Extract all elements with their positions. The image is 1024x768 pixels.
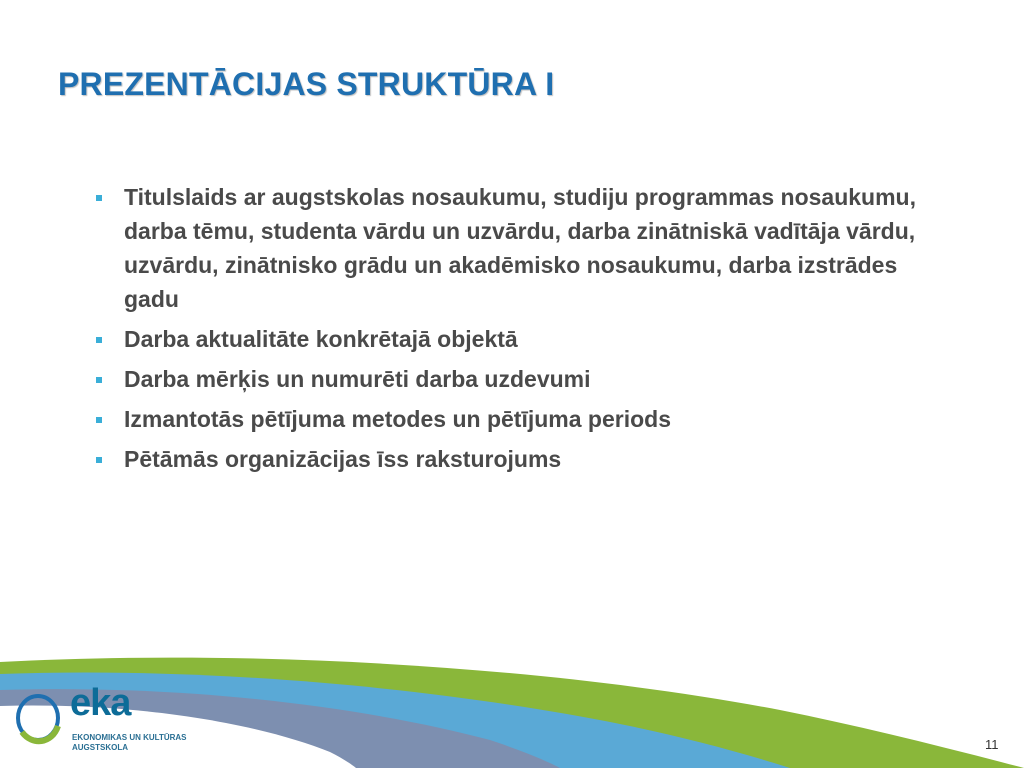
bullet-item: [96, 442, 956, 476]
logo-subtitle-line-2: AUGSTSKOLA: [72, 743, 128, 752]
square-bullet-icon: [96, 195, 102, 201]
bullet-item: [96, 362, 956, 396]
bullet-text: Izmantotās pētījuma metodes un pētījuma periods: [124, 406, 671, 432]
page-number: 11: [985, 737, 999, 752]
bullet-item: [96, 322, 956, 356]
slide-title: PREZENTĀCIJAS STRUKTŪRA I: [58, 66, 555, 102]
bullet-item: [96, 180, 956, 316]
square-bullet-icon: [96, 337, 102, 343]
bullet-text: Darba mērķis un numurēti darba uzdevumi: [124, 366, 591, 392]
square-bullet-icon: [96, 457, 102, 463]
logo-wordmark: eka: [70, 682, 131, 724]
bullet-text: Pētāmās organizācijas īss raksturojums: [124, 446, 562, 472]
logo-subtitle-line-1: EKONOMIKAS UN KULTŪRAS: [72, 733, 187, 742]
logo-ring-icon: [12, 690, 64, 746]
bullet-item: [96, 402, 956, 436]
bullet-text: Darba aktualitāte konkrētajā objektā: [124, 326, 518, 352]
square-bullet-icon: [96, 377, 102, 383]
eka-logo: [12, 682, 212, 760]
logo-subtitle: [72, 733, 187, 753]
bullet-text: Titulslaids ar augstskolas nosaukumu, studiju programmas nosaukumu, darba tēmu, studenta vārdu un uzvārdu, darba zinātniskā vadītāja vārdu, uzvārdu, zinātnisko grādu un akadēmisko nosaukumu, darba izstrādes gadu: [124, 184, 916, 312]
bullet-list: [96, 180, 956, 482]
square-bullet-icon: [96, 417, 102, 423]
